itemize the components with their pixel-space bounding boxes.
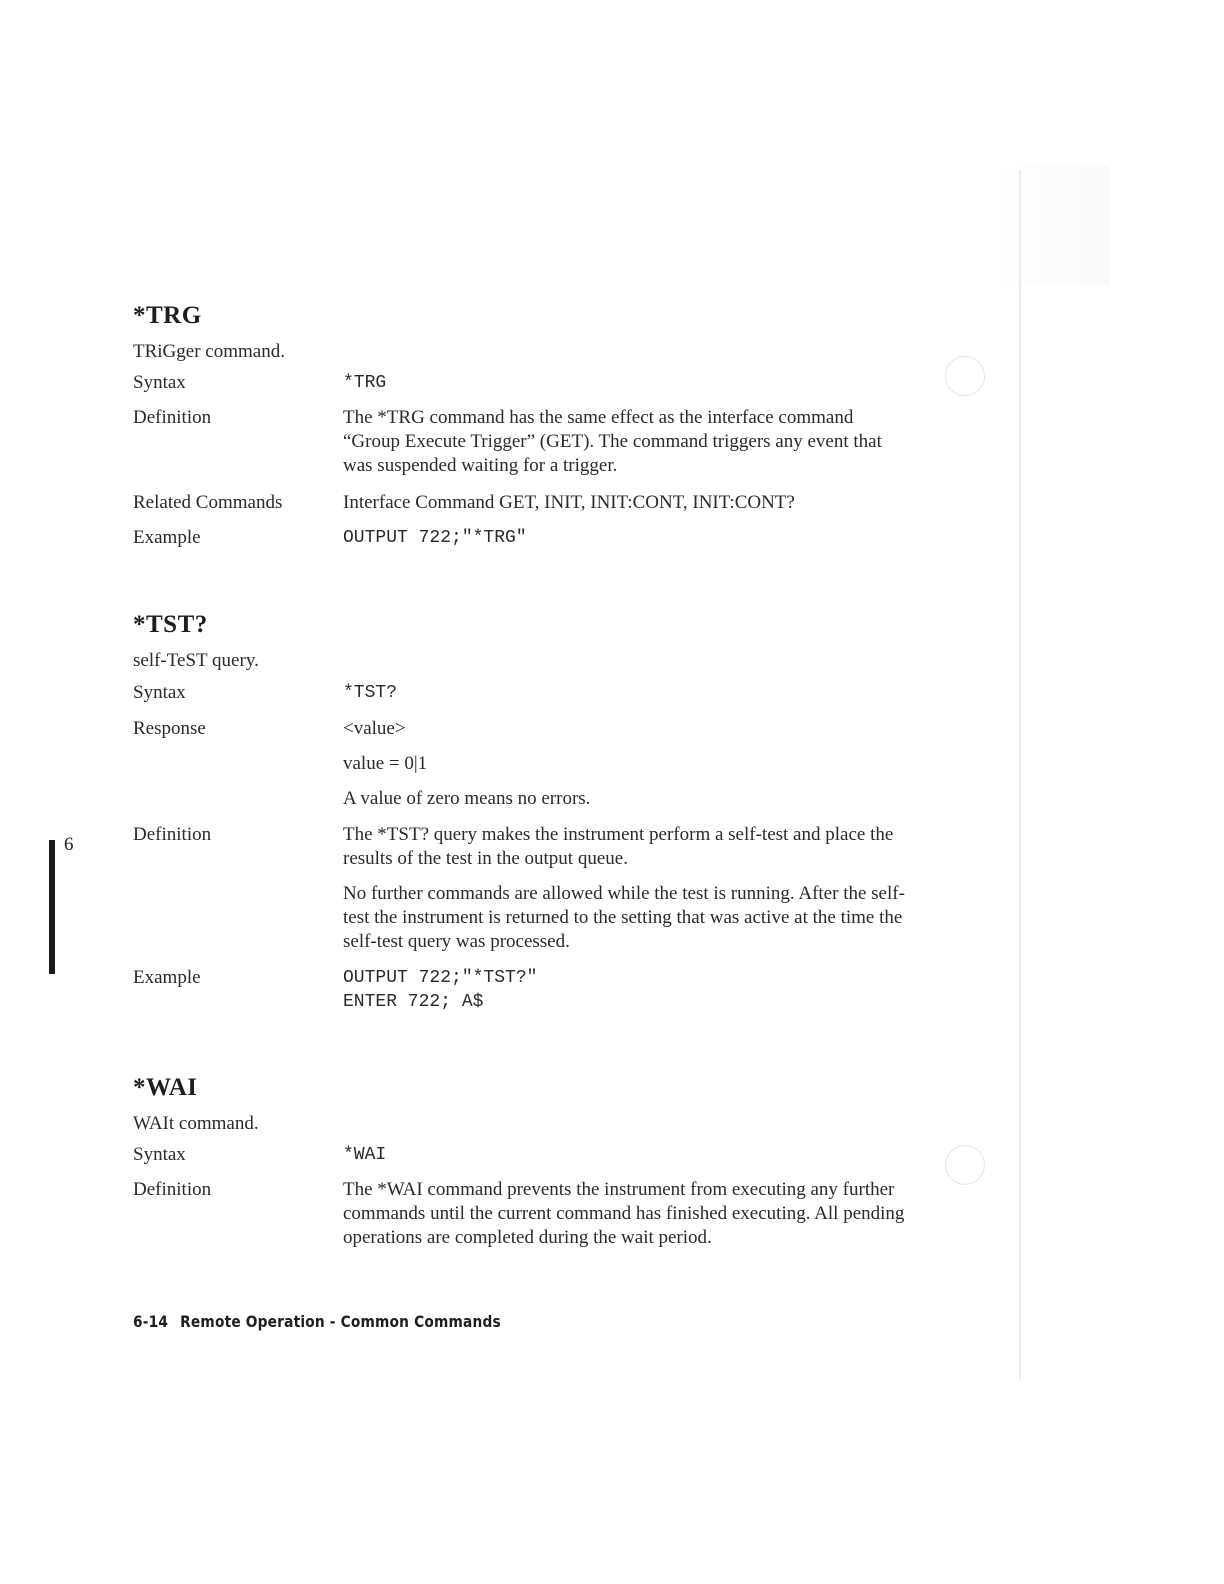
row-label: Definition <box>133 824 212 845</box>
definition-paragraph: The *TRG command has the same effect as the interface command “Group Execute Trigger” (GET). The command triggers any event that was suspended waiting for a trigger. <box>343 407 882 476</box>
row-definition <box>133 1178 913 1261</box>
response-line: A value of zero means no errors. <box>343 788 591 809</box>
chapter-tab-bar <box>49 840 55 974</box>
row-value <box>343 823 913 965</box>
row-value: *TRG <box>343 373 387 393</box>
row-value: *TST? <box>343 683 398 703</box>
response-line: value = 0|1 <box>343 753 428 774</box>
response-line: <value> <box>343 718 406 739</box>
section-description: TRiGger command. <box>133 341 285 362</box>
row-example <box>133 526 913 550</box>
row-label: Example <box>133 527 201 548</box>
row-label: Syntax <box>133 1144 186 1165</box>
row-example <box>133 966 913 1014</box>
definition-paragraph: No further commands are allowed while the test is running. After the self-test the instrument is returned to the setting that was active at the time the self-test query was processed. <box>343 883 905 952</box>
footer-title: Remote Operation - Common Commands <box>180 1312 501 1331</box>
section-title: *TRG <box>133 302 202 329</box>
definition-paragraph: The *TST? query makes the instrument perform a self-test and place the results of the test in the output queue. <box>343 824 894 869</box>
row-label: Syntax <box>133 682 186 703</box>
row-value <box>343 406 913 489</box>
row-label: Syntax <box>133 372 186 393</box>
row-label: Definition <box>133 1179 212 1200</box>
section-description: self-TeST query. <box>133 650 259 671</box>
row-value: Interface Command GET, INIT, INIT:CONT, INIT:CONT? <box>343 492 795 513</box>
scan-edge-shadow <box>985 165 1110 285</box>
row-value <box>343 966 913 1014</box>
section-tst <box>133 607 913 1014</box>
row-syntax <box>133 371 913 395</box>
row-label: Definition <box>133 407 212 428</box>
row-value: OUTPUT 722;"*TRG" <box>343 528 527 548</box>
row-definition <box>133 406 913 489</box>
row-value <box>343 717 913 822</box>
code-line: OUTPUT 722;"*TST?" <box>343 968 538 988</box>
section-description: WAIt command. <box>133 1113 259 1134</box>
footer-page-number: 6-14 <box>133 1312 169 1331</box>
section-wai <box>133 1070 913 1261</box>
section-title: *WAI <box>133 1074 198 1101</box>
row-syntax <box>133 681 913 705</box>
row-value <box>343 1178 913 1261</box>
row-label: Related Commands <box>133 492 283 513</box>
chapter-tab-number: 6 <box>64 834 74 855</box>
definition-paragraph: The *WAI command prevents the instrument from executing any further commands until the current command has finished executing. All pending operations are completed during the wait period. <box>343 1179 905 1248</box>
row-definition <box>133 823 913 965</box>
binder-line <box>1019 170 1021 1380</box>
code-line: ENTER 722; A$ <box>343 992 484 1012</box>
section-title: *TST? <box>133 611 208 638</box>
binder-hole <box>945 1145 985 1185</box>
page-footer <box>133 1312 501 1331</box>
row-value: *WAI <box>343 1145 387 1165</box>
row-label: Example <box>133 967 201 988</box>
binder-hole <box>945 356 985 396</box>
row-related-commands <box>133 491 913 515</box>
section-trg <box>133 298 913 550</box>
row-response <box>133 717 913 822</box>
row-syntax <box>133 1143 913 1167</box>
row-label: Response <box>133 718 206 739</box>
